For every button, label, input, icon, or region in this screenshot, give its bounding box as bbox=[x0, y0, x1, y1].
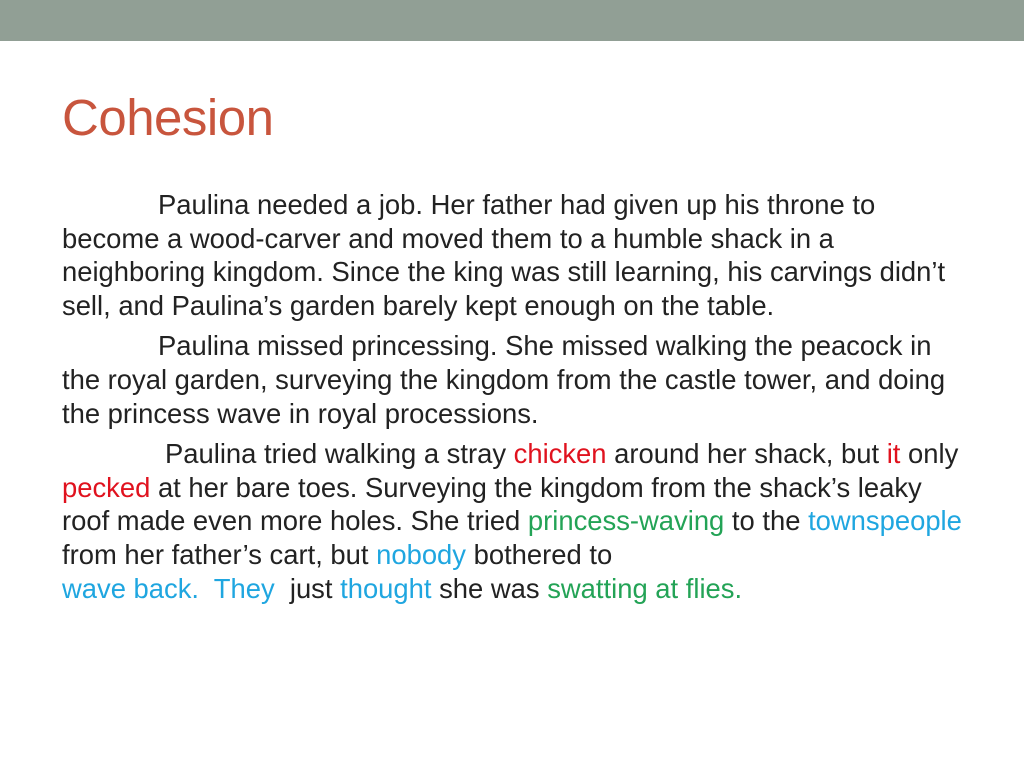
highlight-word: chicken bbox=[513, 438, 607, 470]
highlight-phrase: swatting at flies. bbox=[547, 572, 743, 604]
paragraph-text: Paulina needed a job. Her father had given up his throne to become a wood-carver and moved them to a humble shack in a neighboring kingdom. Since the king was still learning, his carvings didn’t sell, and Paulina’s garden barely kept enough on the table. bbox=[62, 189, 946, 321]
paragraph-text: she was bbox=[431, 572, 548, 604]
top-bar bbox=[0, 0, 1024, 41]
highlight-word: nobody bbox=[376, 538, 466, 570]
highlight-word: thought bbox=[340, 572, 432, 604]
paragraph-text: from her father’s cart, but bbox=[62, 538, 377, 570]
slide-body bbox=[62, 188, 962, 605]
paragraph-text: just bbox=[274, 572, 341, 604]
highlight-word: townspeople bbox=[808, 505, 962, 537]
paragraph-1 bbox=[62, 188, 962, 322]
paragraph-text: bothered to bbox=[466, 538, 613, 570]
paragraph-3 bbox=[62, 437, 962, 605]
paragraph-text: around her shack, but bbox=[606, 438, 887, 470]
paragraph-text: at her bare toes. Surveying the kingdom from the shack’s leaky roof made even more holes. She tried bbox=[62, 471, 922, 537]
paragraph-2 bbox=[62, 329, 962, 430]
slide-title: Cohesion bbox=[62, 89, 274, 146]
paragraph-text: Paulina missed princessing. She missed walking the peacock in the royal garden, surveying the kingdom from the castle tower, and doing the princess wave in royal processions. bbox=[62, 330, 946, 429]
paragraph-text: only bbox=[900, 438, 959, 470]
paragraph-text: Paulina tried walking a stray bbox=[165, 438, 514, 470]
highlight-word: pecked bbox=[62, 471, 151, 503]
highlight-phrase: wave back. They bbox=[62, 572, 275, 604]
highlight-word: it bbox=[886, 438, 901, 470]
paragraph-text: to the bbox=[724, 505, 809, 537]
highlight-phrase: princess-waving bbox=[527, 505, 725, 537]
